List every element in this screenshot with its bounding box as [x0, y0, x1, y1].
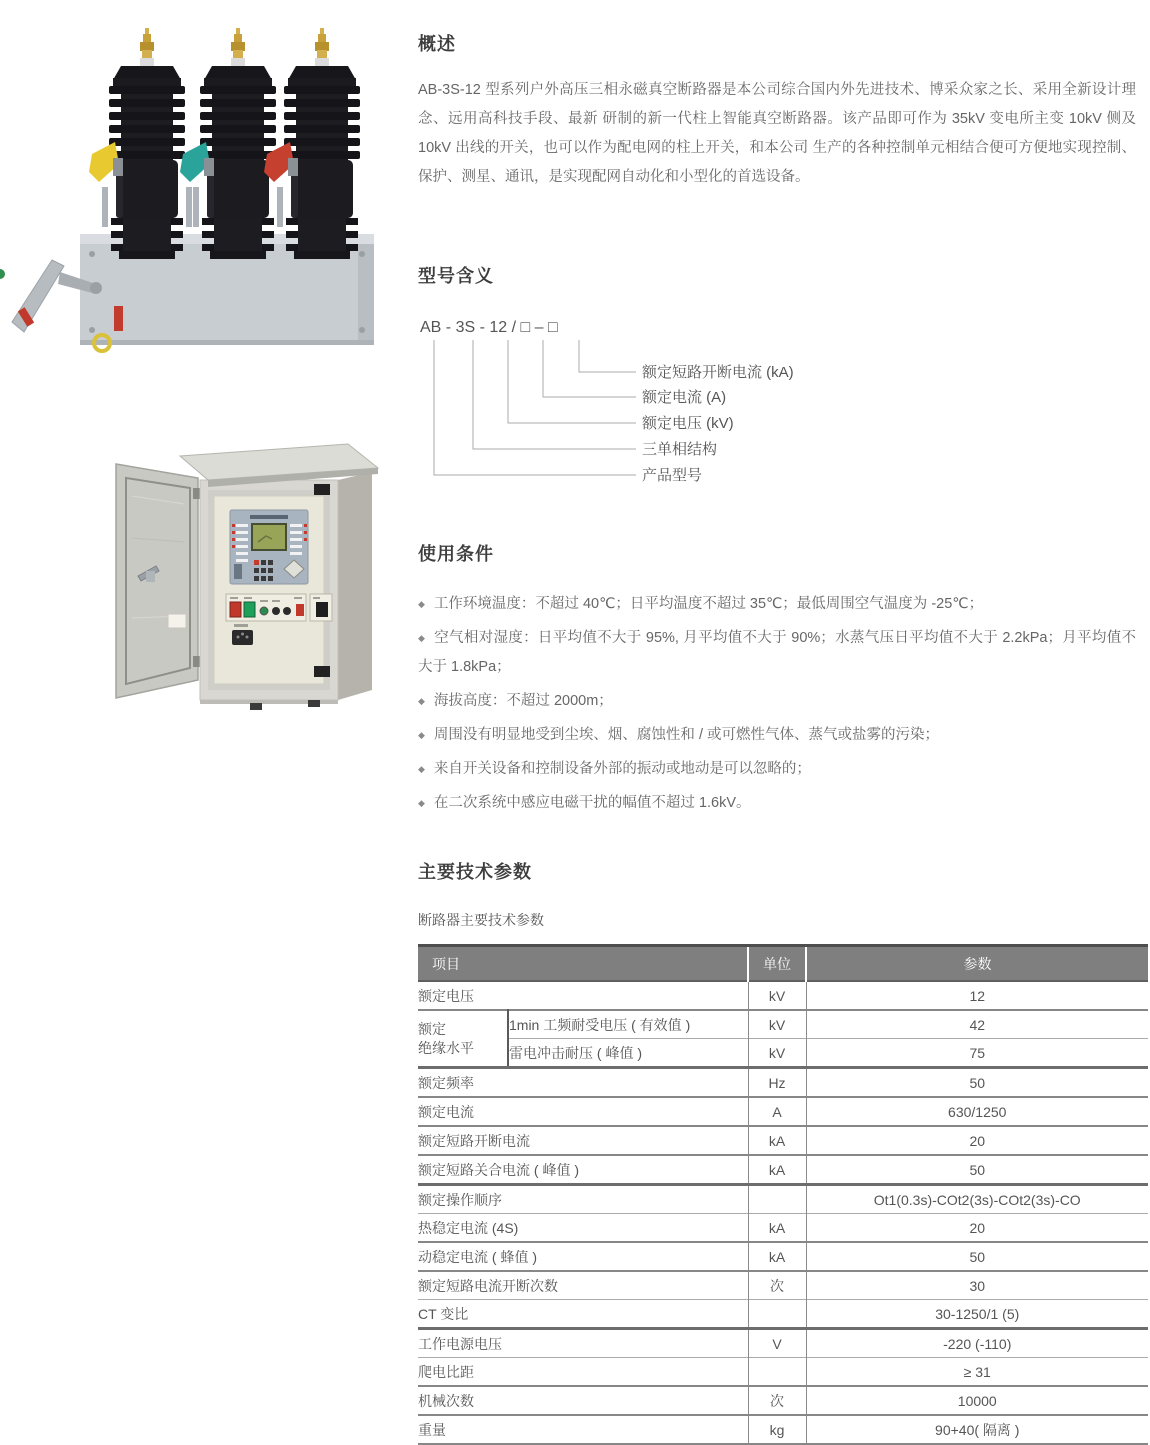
table-header-row — [418, 946, 1148, 982]
unit-cell — [748, 1185, 806, 1214]
group-label-line1: 额定 — [418, 1020, 446, 1037]
list-item — [418, 721, 1136, 750]
group-label-cell — [418, 1010, 508, 1068]
unit-cell: kV — [748, 1039, 806, 1068]
model-label-rated-current: 额定电流 (A) — [642, 389, 727, 406]
item-cell: 热稳定电流 (4S) — [418, 1219, 519, 1236]
param-cell: 50 — [969, 1074, 986, 1091]
header-item: 项目 — [418, 946, 748, 982]
diamond-bullet-icon: ◆ — [418, 633, 426, 643]
breaker-parameters-table — [418, 944, 1148, 1445]
table-row — [418, 1329, 1148, 1358]
table-row — [418, 981, 1148, 1010]
red-nameplate — [114, 306, 123, 331]
param-cell: 75 — [969, 1044, 986, 1061]
item-cell: 重量 — [418, 1421, 446, 1438]
diamond-bullet-icon: ◆ — [418, 696, 425, 706]
usage-conditions-heading: 使用条件 — [418, 544, 494, 564]
item-cell: 1min 工频耐受电压 ( 有效值 ) — [508, 1010, 748, 1039]
param-cell: 20 — [969, 1219, 986, 1236]
item-cell: 爬电比距 — [418, 1363, 474, 1380]
table-row — [418, 1300, 1148, 1329]
param-cell: 20 — [969, 1132, 986, 1149]
model-label-rated-voltage: 额定电压 (kV) — [642, 415, 734, 432]
param-cell: 10000 — [957, 1392, 997, 1409]
item-cell: 工作电源电压 — [418, 1335, 502, 1352]
model-label-structure: 三单相结构 — [642, 441, 718, 458]
list-item — [418, 789, 1136, 818]
param-cell: 12 — [969, 987, 986, 1004]
header-param: 参数 — [806, 946, 1148, 982]
param-cell: ≥ 31 — [963, 1363, 991, 1380]
panel-latch-bottom — [314, 666, 330, 677]
param-cell: 42 — [969, 1016, 986, 1033]
diamond-bullet-icon: ◆ — [418, 730, 425, 740]
indicator-green — [260, 607, 268, 615]
indicator-dark-2 — [283, 607, 291, 615]
item-cell: 机械次数 — [418, 1392, 474, 1409]
list-item — [418, 590, 1136, 619]
unit-cell — [748, 1300, 806, 1329]
model-code: AB - 3S - 12 / □ – □ — [420, 319, 558, 336]
table-row — [418, 1126, 1148, 1155]
diamond-bullet-icon: ◆ — [418, 599, 425, 609]
unit-cell: kA — [748, 1242, 806, 1271]
param-cell: 50 — [969, 1248, 986, 1265]
bullet-text: 空气相对湿度：日平均值不大于 95%, 月平均值不大于 90%；水蒸气压日平均值不大于 2.2kPa；月平均值不大于 1.8kPa； — [418, 630, 1137, 675]
table-row — [418, 1097, 1148, 1126]
table-row — [418, 1185, 1148, 1214]
section-overview — [418, 30, 1150, 192]
unit-cell: kV — [748, 981, 806, 1010]
table-row — [418, 1415, 1148, 1444]
unit-cell: kg — [748, 1415, 806, 1444]
section-model-meaning — [418, 262, 1150, 496]
control-cabinet-image — [80, 418, 410, 713]
door-sticker — [168, 614, 186, 628]
header-unit: 单位 — [748, 946, 806, 982]
table-row — [418, 1068, 1148, 1098]
param-cell: 30-1250/1 (5) — [935, 1305, 1020, 1322]
switch-strip-panel — [226, 594, 332, 621]
unit-cell: 次 — [748, 1271, 806, 1300]
bullet-text: 海拔高度：不超过 2000m； — [433, 693, 613, 709]
diamond-bullet-icon: ◆ — [418, 798, 425, 808]
red-rocker-switch — [230, 602, 241, 617]
unit-cell: A — [748, 1097, 806, 1126]
table-caption: 断路器主要技术参数 — [418, 912, 544, 928]
unit-cell: kA — [748, 1214, 806, 1243]
unit-cell — [748, 1358, 806, 1387]
table-row — [418, 1358, 1148, 1387]
protection-controller — [230, 510, 308, 584]
model-label-breaking-current: 额定短路开断电流 (kA) — [642, 364, 794, 381]
insulator-pole-A — [89, 28, 192, 259]
item-cell: 额定频率 — [418, 1074, 474, 1091]
item-cell: 额定短路关合电流 ( 峰值 ) — [418, 1161, 579, 1178]
model-designation-diagram — [418, 316, 1150, 496]
bullet-text: 在二次系统中感应电磁干扰的幅值不超过 1.6kV。 — [433, 795, 751, 811]
indicator-dark-1 — [272, 607, 280, 615]
param-cell: -220 (-110) — [943, 1335, 1012, 1352]
table-row — [418, 1242, 1148, 1271]
red-push-button — [296, 604, 304, 616]
insulator-pole-B — [180, 28, 283, 259]
vacuum-circuit-breaker-image — [0, 22, 395, 357]
item-cell: CT 变比 — [418, 1305, 469, 1322]
param-cell: 50 — [969, 1161, 986, 1178]
unit-cell: kA — [748, 1155, 806, 1185]
bullet-text: 工作环境温度：不超过 40℃；日平均温度不超过 35℃；最低周围空气温度为 -25℃； — [433, 596, 984, 612]
bullet-text: 周围没有明显地受到尘埃、烟、腐蚀性和 / 或可燃性气体、蒸气或盐雾的污染； — [433, 727, 940, 743]
table-row — [418, 1271, 1148, 1300]
item-cell: 额定短路电流开断次数 — [418, 1277, 558, 1294]
group-label-line2: 绝缘水平 — [418, 1039, 474, 1056]
unit-cell: kV — [748, 1010, 806, 1039]
table-row — [418, 1386, 1148, 1415]
item-cell: 动稳定电流 ( 蜂值 ) — [418, 1248, 537, 1265]
list-item — [418, 755, 1136, 784]
table-row — [418, 1155, 1148, 1185]
cabinet-door-open — [116, 464, 204, 698]
bullet-text: 来自开关设备和控制设备外部的振动或地动是可以忽略的； — [433, 761, 811, 777]
panel-latch-top — [314, 484, 330, 495]
unit-cell: V — [748, 1329, 806, 1358]
item-cell: 额定操作顺序 — [418, 1191, 502, 1208]
model-meaning-heading: 型号含义 — [418, 266, 494, 286]
table-row — [418, 1039, 1148, 1068]
usage-conditions-list — [418, 590, 1136, 818]
table-row — [418, 1214, 1148, 1243]
overview-paragraph: AB-3S-12 型系列户外高压三相永磁真空断路器是本公司综合国内外先进技术、博采众家之长、采用全新设计理念、远用高科技手段、最新 研制的新一代柱上智能真空断路器。该产品即可作为 35kV 变电所主变 10kV 侧及 10kV 出线的开关，也可以作为配电网的柱上开关，和本公司 生产的各种控制单元相结合便可方便地实现控制、保护、测星、通讯，是实现配网自动化和小型化的首选设备。 — [418, 82, 1136, 185]
param-cell: Ot1(0.3s)-COt2(3s)-COt2(3s)-CO — [873, 1191, 1081, 1208]
list-item — [418, 687, 1136, 716]
list-item — [418, 624, 1136, 682]
green-rocker-switch — [244, 602, 255, 617]
table-row — [418, 1010, 1148, 1039]
section-usage-conditions — [418, 540, 1150, 823]
section-tech-params — [418, 858, 1150, 1445]
overview-heading: 概述 — [418, 34, 456, 54]
tech-params-heading: 主要技术参数 — [418, 862, 532, 882]
param-cell: 630/1250 — [948, 1103, 1007, 1120]
black-toggle-switch — [316, 602, 328, 617]
insulator-pole-C — [264, 28, 360, 259]
model-label-product-type: 产品型号 — [642, 467, 703, 484]
item-cell: 雷电冲击耐压 ( 峰值 ) — [508, 1039, 748, 1068]
unit-cell: Hz — [748, 1068, 806, 1098]
item-cell: 额定电流 — [418, 1103, 474, 1120]
unit-cell: 次 — [748, 1386, 806, 1415]
diamond-bullet-icon: ◆ — [418, 764, 425, 774]
unit-cell: kA — [748, 1126, 806, 1155]
param-cell: 90+40( 隔离 ) — [935, 1421, 1020, 1438]
param-cell: 30 — [969, 1277, 986, 1294]
item-cell: 额定电压 — [418, 987, 474, 1004]
item-cell: 额定短路开断电流 — [418, 1132, 530, 1149]
